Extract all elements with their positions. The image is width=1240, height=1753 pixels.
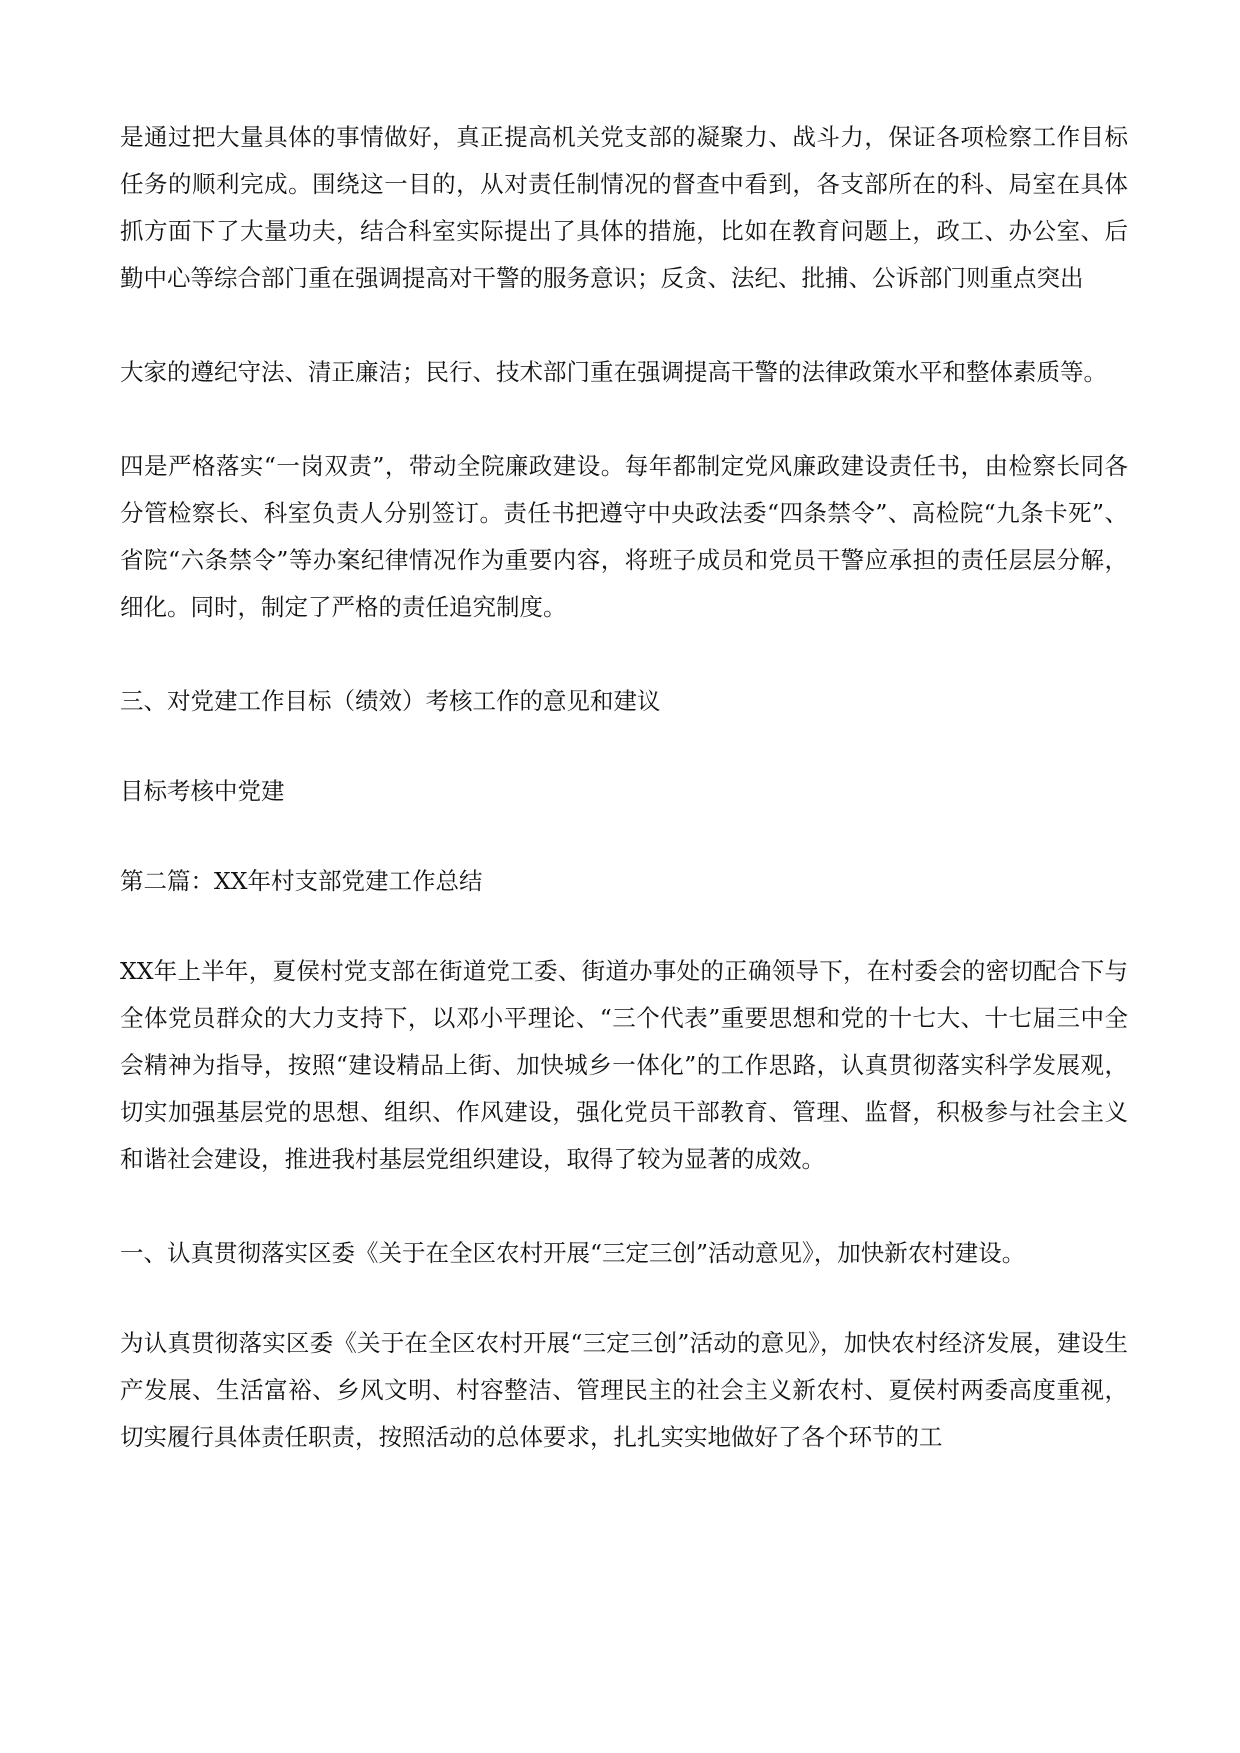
paragraph-summary: XX年上半年，夏侯村党支部在街道党工委、街道办事处的正确领导下，在村委会的密切配合下与全体党员群众的大力支持下，以邓小平理论、“三个代表”重要思想和党的十七大、十七届三中全会精神为指导，按照“建设精品上街、加快城乡一体化”的工作思路，认真贯彻落实科学发展观，切实加强基层党的思想、组织、作风建设，强化党员干部教育、管理、监督，积极参与社会主义和谐社会建设，推进我村基层党组织建设，取得了较为显著的成效。 (120, 957, 1128, 1173)
subheading-target-assessment: 目标考核中党建 (120, 777, 285, 805)
section-heading-3: 三、对党建工作目标（绩效）考核工作的意见和建议 (120, 687, 661, 715)
paragraph-1: 是通过把大量具体的事情做好，真正提高机关党支部的凝聚力、战斗力，保证各项检察工作目标任务的顺利完成。围绕这一目的，从对责任制情况的督查中看到，各支部所在的科、局室在具体抓方面下了大量功夫，结合科室实际提出了具体的措施，比如在教育问题上，政工、办公室、后勤中心等综合部门重在强调提高对干警的服务意识；反贪、法纪、批捕、公诉部门则重点突出 (120, 123, 1128, 292)
section-heading-1: 一、认真贯彻落实区委《关于在全区农村开展“三定三创”活动意见》，加快新农村建设。 (120, 1239, 1026, 1267)
paragraph-implementation: 为认真贯彻落实区委《关于在全区农村开展“三定三创”活动的意见》，加快农村经济发展，建设生产发展、生活富裕、乡风文明、村容整洁、管理民主的社会主义新农村、夏侯村两委高度重视，切实履行具体责任职责，按照活动的总体要求，扎扎实实地做好了各个环节的工 (120, 1329, 1128, 1451)
document-page (120, 114, 1128, 1461)
chapter-title-2: 第二篇：XX年村支部党建工作总结 (120, 867, 483, 895)
paragraph-3: 四是严格落实“一岗双责”，带动全院廉政建设。每年都制定党风廉政建设责任书，由检察长同各分管检察长、科室负责人分别签订。责任书把遵守中央政法委“四条禁令”、高检院“九条卡死”、省院“六条禁令”等办案纪律情况作为重要内容，将班子成员和党员干警应承担的责任层层分解，细化。同时，制定了严格的责任追究制度。 (120, 452, 1128, 621)
paragraph-2: 大家的遵纪守法、清正廉洁；民行、技术部门重在强调提高干警的法律政策水平和整体素质等。 (120, 358, 1107, 386)
